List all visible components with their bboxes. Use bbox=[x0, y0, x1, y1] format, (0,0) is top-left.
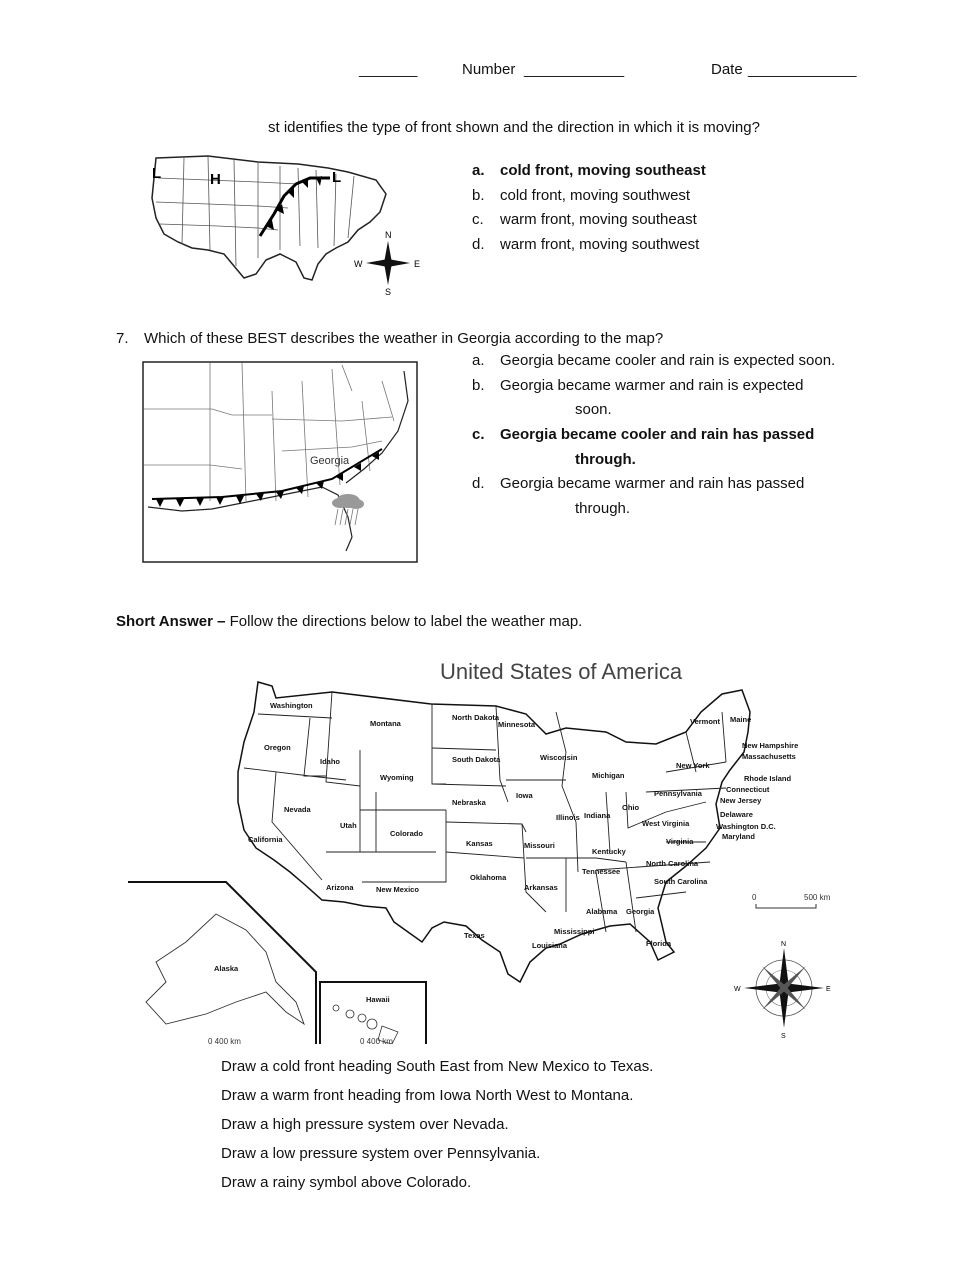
hawaii-scale: 0 400 km bbox=[360, 1037, 393, 1044]
state-indiana: Indiana bbox=[584, 811, 611, 820]
state-wyoming: Wyoming bbox=[380, 773, 414, 782]
q6-front-map bbox=[148, 150, 428, 298]
state-new-jersey: New Jersey bbox=[720, 796, 762, 805]
svg-text:W: W bbox=[734, 986, 741, 993]
state-louisiana: Louisiana bbox=[532, 941, 568, 950]
state-kentucky: Kentucky bbox=[592, 847, 626, 856]
q6-question: st identifies the type of front shown and the direction in which it is moving? bbox=[268, 119, 760, 136]
svg-text:0: 0 bbox=[752, 893, 757, 902]
state-west-virginia: West Virginia bbox=[642, 819, 690, 828]
state-maryland: Maryland bbox=[722, 832, 755, 841]
state-missouri: Missouri bbox=[524, 841, 555, 850]
svg-text:S: S bbox=[781, 1033, 786, 1040]
instruction-4: Draw a low pressure system over Pennsylvania. bbox=[221, 1145, 541, 1162]
date-label: Date bbox=[711, 61, 743, 78]
state-arizona: Arizona bbox=[326, 883, 354, 892]
state-florida: Florida bbox=[646, 939, 672, 948]
state-north-dakota: North Dakota bbox=[452, 713, 500, 722]
svg-text:N: N bbox=[781, 941, 787, 948]
state-minnesota: Minnesota bbox=[498, 720, 536, 729]
state-illinois: Illinois bbox=[556, 813, 580, 822]
instruction-1: Draw a cold front heading South East from New Mexico to Texas. bbox=[221, 1058, 654, 1075]
state-new-york: New York bbox=[676, 761, 710, 770]
state-michigan: Michigan bbox=[592, 771, 625, 780]
state-maine: Maine bbox=[730, 715, 752, 724]
state-south-carolina: South Carolina bbox=[654, 877, 708, 886]
instruction-3: Draw a high pressure system over Nevada. bbox=[221, 1116, 509, 1133]
q6-option-a[interactable]: a. cold front, moving southeast bbox=[472, 162, 706, 179]
instruction-5: Draw a rainy symbol above Colorado. bbox=[221, 1174, 472, 1191]
q7-option-d[interactable]: d. Georgia became warmer and rain has passed bbox=[472, 475, 805, 492]
state-new-hampshire: New Hampshire bbox=[742, 741, 799, 750]
instruction-2: Draw a warm front heading from Iowa North West to Montana. bbox=[221, 1087, 634, 1104]
state-rhode-island: Rhode Island bbox=[744, 774, 792, 783]
q7-georgia-map bbox=[142, 361, 418, 563]
state-washington: Washington bbox=[270, 701, 313, 710]
compass-e: E bbox=[414, 259, 421, 269]
state-arkansas: Arkansas bbox=[524, 883, 558, 892]
svg-text:500 km: 500 km bbox=[804, 893, 831, 902]
state-virginia: Virginia bbox=[666, 837, 694, 846]
low-label-west: L bbox=[152, 165, 162, 182]
high-label: H bbox=[210, 171, 221, 188]
state-oregon: Oregon bbox=[264, 743, 291, 752]
state-south-dakota: South Dakota bbox=[452, 755, 501, 764]
number-blank[interactable]: ____________ bbox=[524, 61, 625, 78]
state-massachusetts: Massachusetts bbox=[742, 752, 796, 761]
low-label-east: L bbox=[332, 169, 342, 186]
state-mississippi: Mississippi bbox=[554, 927, 595, 936]
svg-text:E: E bbox=[826, 986, 831, 993]
state-nebraska: Nebraska bbox=[452, 798, 486, 807]
q6-option-c[interactable]: c. warm front, moving southeast bbox=[472, 211, 697, 228]
state-wisconsin: Wisconsin bbox=[540, 753, 578, 762]
q6-option-b[interactable]: b. cold front, moving southwest bbox=[472, 187, 691, 204]
state-nevada: Nevada bbox=[284, 805, 311, 814]
state-colorado: Colorado bbox=[390, 829, 423, 838]
scale-bar bbox=[752, 893, 831, 908]
state-idaho: Idaho bbox=[320, 757, 340, 766]
state-pennsylvania: Pennsylvania bbox=[654, 789, 702, 798]
alaska-scale: 0 400 km bbox=[208, 1037, 241, 1044]
q7-number: 7. bbox=[116, 330, 129, 347]
short-answer-text: Follow the directions below to label the weather map. bbox=[225, 613, 583, 630]
hawaii-inset-border bbox=[320, 982, 426, 1044]
state-north-carolina: North Carolina bbox=[646, 859, 699, 868]
q6-option-d[interactable]: d. warm front, moving southwest bbox=[472, 236, 700, 253]
q7-option-b-cont: soon. bbox=[575, 401, 612, 418]
state-iowa: Iowa bbox=[516, 791, 533, 800]
q7-option-b[interactable]: b. Georgia became warmer and rain is expected bbox=[472, 377, 804, 394]
state-washington-dc: Washington D.C. bbox=[716, 822, 776, 831]
number-label: Number bbox=[462, 61, 516, 78]
state-connecticut: Connecticut bbox=[726, 785, 770, 794]
short-answer-label: Short Answer – bbox=[116, 613, 226, 630]
state-alaska: Alaska bbox=[214, 964, 239, 973]
state-montana: Montana bbox=[370, 719, 401, 728]
compass-n: N bbox=[385, 230, 392, 240]
georgia-label: Georgia bbox=[310, 455, 350, 467]
state-oklahoma: Oklahoma bbox=[470, 873, 507, 882]
state-texas: Texas bbox=[464, 931, 485, 940]
us-weather-map bbox=[126, 652, 846, 1044]
state-california: California bbox=[248, 835, 283, 844]
short-answer-heading bbox=[116, 613, 582, 630]
compass-s: S bbox=[385, 287, 392, 297]
map-title: United States of America bbox=[440, 659, 683, 684]
us-outline bbox=[152, 156, 386, 280]
q7-question: Which of these BEST describes the weather in Georgia according to the map? bbox=[144, 330, 664, 347]
q7-option-c-cont: through. bbox=[575, 451, 636, 468]
q7-option-a[interactable]: a. Georgia became cooler and rain is expected soon. bbox=[472, 352, 836, 369]
state-new-mexico: New Mexico bbox=[376, 885, 419, 894]
state-ohio: Ohio bbox=[622, 803, 640, 812]
us-outline bbox=[238, 682, 750, 982]
state-georgia: Georgia bbox=[626, 907, 655, 916]
state-utah: Utah bbox=[340, 821, 357, 830]
q7-option-c[interactable]: c. Georgia became cooler and rain has passed bbox=[472, 426, 815, 443]
state-alabama: Alabama bbox=[586, 907, 618, 916]
compass-w: W bbox=[354, 259, 363, 269]
compass-rose-icon bbox=[734, 941, 831, 1040]
state-delaware: Delaware bbox=[720, 810, 753, 819]
q7-option-d-cont: through. bbox=[575, 500, 631, 517]
date-blank[interactable]: _____________ bbox=[748, 61, 857, 78]
state-vermont: Vermont bbox=[690, 717, 721, 726]
name-blank[interactable]: _______ bbox=[359, 61, 418, 78]
state-kansas: Kansas bbox=[466, 839, 493, 848]
compass-rose-small bbox=[354, 230, 420, 297]
state-tennessee: Tennessee bbox=[582, 867, 621, 876]
state-hawaii: Hawaii bbox=[366, 995, 390, 1004]
